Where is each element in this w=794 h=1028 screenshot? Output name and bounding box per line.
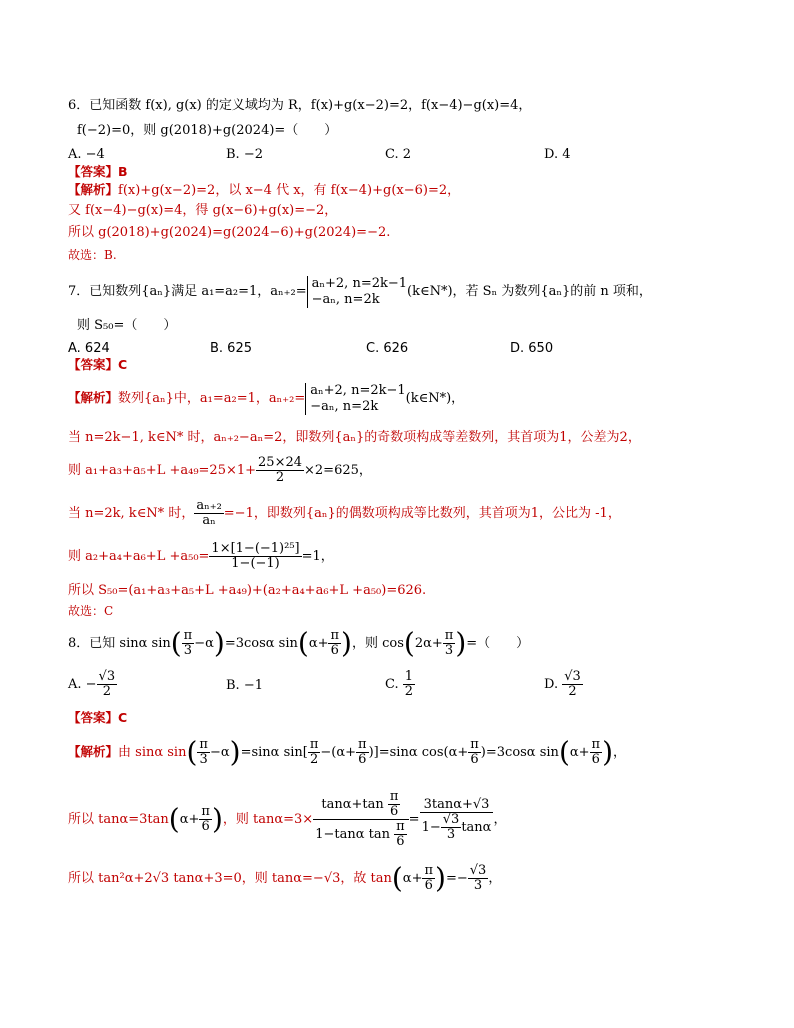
q7-analysis-line3: 则 a₁+a₃+a₅+L +a₄₉=25×1+ $\frac{25\times 24}{2}$ ×2=625， <box>68 455 372 485</box>
q6-option-d: D. 4 <box>544 147 571 162</box>
q6-option-a: A. −4 <box>68 147 105 162</box>
q6-answer-value: B <box>118 164 128 179</box>
q6-stem-line1: 6．已知函数 f(x), g(x) 的定义域均为 R，f(x)+g(x−2)=2，f(x−4)−g(x)=4， <box>68 98 532 113</box>
q7-answer: 【答案】C <box>68 357 128 372</box>
q8-analysis-line2: 所以 tanα=3tan(α+ $\frac{\pi}{6}$ )，则 tanα=3× tanα+tan $\frac{\pi}{6}$ 1−tanα tan $\frac{\pi}{6}$ = 3tanα+√3 1− $\frac{√3}{3}$ tanα ， <box>68 789 507 849</box>
q8-answer: 【答案】C <box>68 710 128 725</box>
q7-analysis-line4: 当 n=2k, k∈N* 时， $\frac{\text{aₙ₊₂}}{\text{aₙ}}$ =−1，即数列{aₙ}的偶数项构成等比数列，其首项为1，公比为 -1， <box>68 498 621 528</box>
q8-option-c: C. $\frac{1}{2}$ <box>385 669 414 699</box>
q7-piecewise: aₙ+2, n=2k−1 −aₙ, n=2k <box>307 276 407 308</box>
q7-stem-line2: 则 S₅₀=（ ） <box>77 318 177 333</box>
q7-stem-line1: 7．已知数列{aₙ}满足 a₁=a₂=1，aₙ₊₂= aₙ+2, n=2k−1 −aₙ, n=2k (k∈N*)，若 Sₙ 为数列{aₙ}的前 n 项和， <box>68 275 652 307</box>
q6-analysis-line4: 故选：B. <box>68 248 117 262</box>
q7-analysis-line2: 当 n=2k−1, k∈N* 时，aₙ₊₂−aₙ=2，即数列{aₙ}的奇数项构成等差数列，其首项为1，公差为2， <box>68 430 641 445</box>
q7-option-d: D. 650 <box>510 341 554 356</box>
q8-option-a: A. − $\frac{√3}{2}$ <box>68 669 116 699</box>
q6-answer-tag: 【答案】 <box>68 164 119 179</box>
q7-analysis-line5: 则 a₂+a₄+a₆+L +a₅₀= $\frac{\text{1×[1−(−1)²⁵]}}{1-(-1)}$ =1， <box>68 541 334 571</box>
q6-analysis-tag: 【解析】 <box>68 182 119 197</box>
q7-analysis-line1: 【解析】数列{aₙ}中，a₁=a₂=1，aₙ₊₂= aₙ+2, n=2k−1 −aₙ, n=2k (k∈N*)， <box>68 382 465 414</box>
q8-stem: 8．已知 sinα sin( $\frac{\pi}{3}$ −α)=3cosα sin(α+ $\frac{\pi}{6}$ )，则 cos(2α+ $\frac{\pi}{3}$ )=（ ） <box>68 626 530 660</box>
q7-option-c: C. 626 <box>366 341 409 356</box>
q6-option-c: C. 2 <box>385 147 412 162</box>
q6-answer <box>68 164 128 181</box>
q8-analysis-line1: 【解析】由 sinα sin( $\frac{\pi}{3}$ −α)=sinα sin[ $\frac{\pi}{2}$ −(α+ $\frac{\pi}{6}$ )]=sinα cos(α+ $\frac{\pi}{6}$ )=3cosα sin(α+ $\frac{\pi}{6}$ )， <box>68 735 627 769</box>
q6-stem-line2: f(−2)=0，则 g(2018)+g(2024)=（ ） <box>77 123 338 138</box>
q7-analysis-line7: 故选：C <box>68 604 114 618</box>
q6-analysis-line2: 又 f(x−4)−g(x)=4，得 g(x−6)+g(x)=−2， <box>68 203 338 218</box>
q6-option-b: B. −2 <box>226 147 263 162</box>
q7-option-a: A. 624 <box>68 341 110 356</box>
q7-analysis-line6: 所以 S₅₀=(a₁+a₃+a₅+L +a₄₉)+(a₂+a₄+a₆+L +a₅₀)=626. <box>68 583 427 598</box>
q8-analysis-line3: 所以 tan²α+2√3 tanα+3=0，则 tanα=−√3，故 tan(α+ $\frac{\pi}{6}$ )=− $\frac{√3}{3}$ ， <box>68 861 502 895</box>
q8-option-b: B. −1 <box>226 678 263 693</box>
q6-analysis-line1: 【解析】f(x)+g(x−2)=2，以 x−4 代 x，有 f(x−4)+g(x−6)=2， <box>68 182 461 198</box>
q7-option-b: B. 625 <box>210 341 252 356</box>
q6-analysis-line3: 所以 g(2018)+g(2024)=g(2024−6)+g(2024)=−2. <box>68 225 391 240</box>
q8-option-d: D. $\frac{√3}{2}$ <box>544 669 581 699</box>
